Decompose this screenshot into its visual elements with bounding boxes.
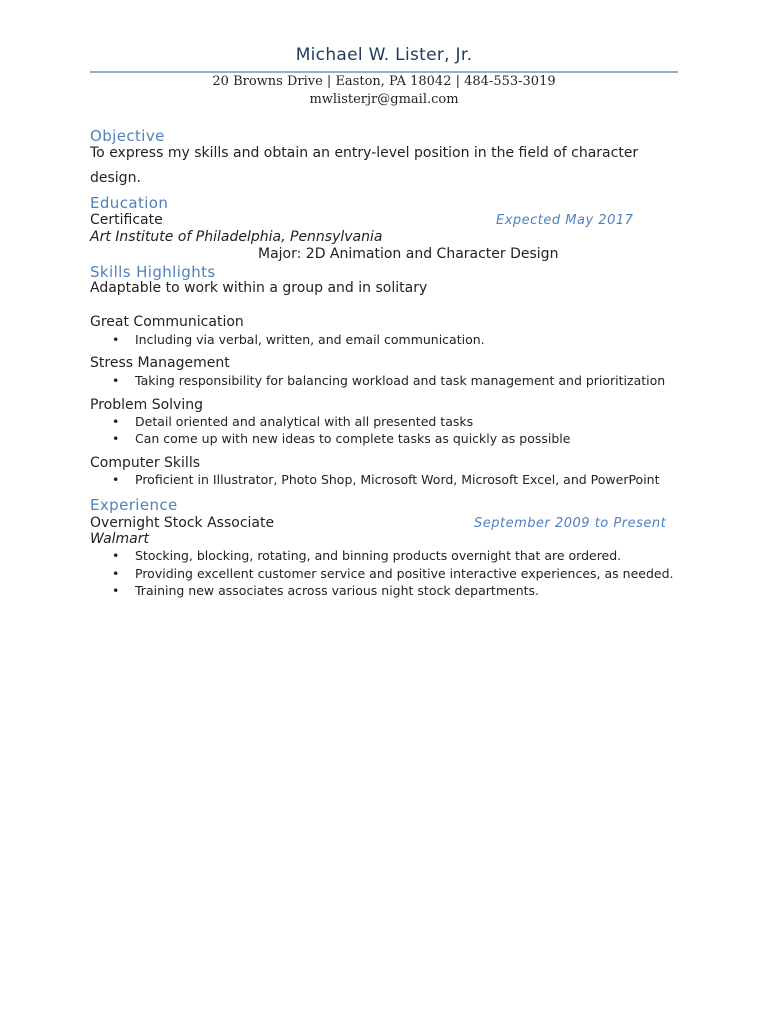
list-item-text: Stocking, blocking, rotating, and binning products overnight that are ordered. [135, 548, 622, 563]
list-item-text: Providing excellent customer service and positive interactive experiences, as needed. [135, 566, 674, 581]
list-item [112, 472, 660, 487]
skill-group-title: Great Communication [90, 314, 244, 330]
job-date: September 2009 to Present [474, 516, 667, 531]
bullet-icon: • [112, 431, 120, 446]
bullet-icon: • [112, 373, 120, 388]
job-title: Overnight Stock Associate [90, 515, 275, 531]
list-item [112, 548, 621, 563]
education-heading: Education [90, 194, 169, 212]
list-item [112, 332, 485, 347]
list-item-text: Proficient in Illustrator, Photo Shop, Microsoft Word, Microsoft Excel, and PowerPoint [135, 472, 660, 487]
list-item [112, 414, 473, 429]
list-item-text: Taking responsibility for balancing workload and task management and prioritization [135, 373, 666, 388]
bullet-icon: • [112, 583, 120, 598]
employer-name: Walmart [90, 531, 150, 547]
skills-heading: Skills Highlights [90, 263, 216, 281]
list-item-text: Detail oriented and analytical with all presented tasks [135, 414, 474, 429]
skill-group-title: Computer Skills [90, 455, 201, 471]
contact-email: mwlisterjr@gmail.com [309, 92, 459, 107]
list-item [112, 583, 539, 598]
education-degree: Certificate [90, 212, 163, 228]
objective-text: To express my skills and obtain an entry-level position in the field of character design. [90, 145, 639, 186]
education-school: Art Institute of Philadelphia, Pennsylvania [90, 229, 383, 245]
bullet-icon: • [112, 548, 120, 563]
skills-intro: Adaptable to work within a group and in solitary [90, 280, 428, 296]
list-item [112, 373, 665, 388]
list-item-text: Can come up with new ideas to complete tasks as quickly as possible [135, 431, 571, 446]
skill-group-title: Stress Management [90, 355, 230, 371]
header-divider [90, 71, 678, 73]
list-item [112, 566, 673, 581]
bullet-icon: • [112, 566, 120, 581]
objective-heading: Objective [90, 127, 165, 145]
bullet-icon: • [112, 472, 120, 487]
bullet-icon: • [112, 414, 120, 429]
experience-heading: Experience [90, 496, 178, 514]
candidate-name: Michael W. Lister, Jr. [295, 45, 473, 65]
skill-group-title: Problem Solving [90, 397, 203, 413]
education-major: Major: 2D Animation and Character Design [258, 246, 559, 262]
list-item [112, 431, 570, 446]
list-item-text: Including via verbal, written, and email communication. [135, 332, 485, 347]
bullet-icon: • [112, 332, 120, 347]
list-item-text: Training new associates across various night stock departments. [135, 583, 539, 598]
education-date: Expected May 2017 [496, 213, 634, 228]
contact-address-line: 20 Browns Drive | Easton, PA 18042 | 484-553-3019 [212, 74, 556, 89]
